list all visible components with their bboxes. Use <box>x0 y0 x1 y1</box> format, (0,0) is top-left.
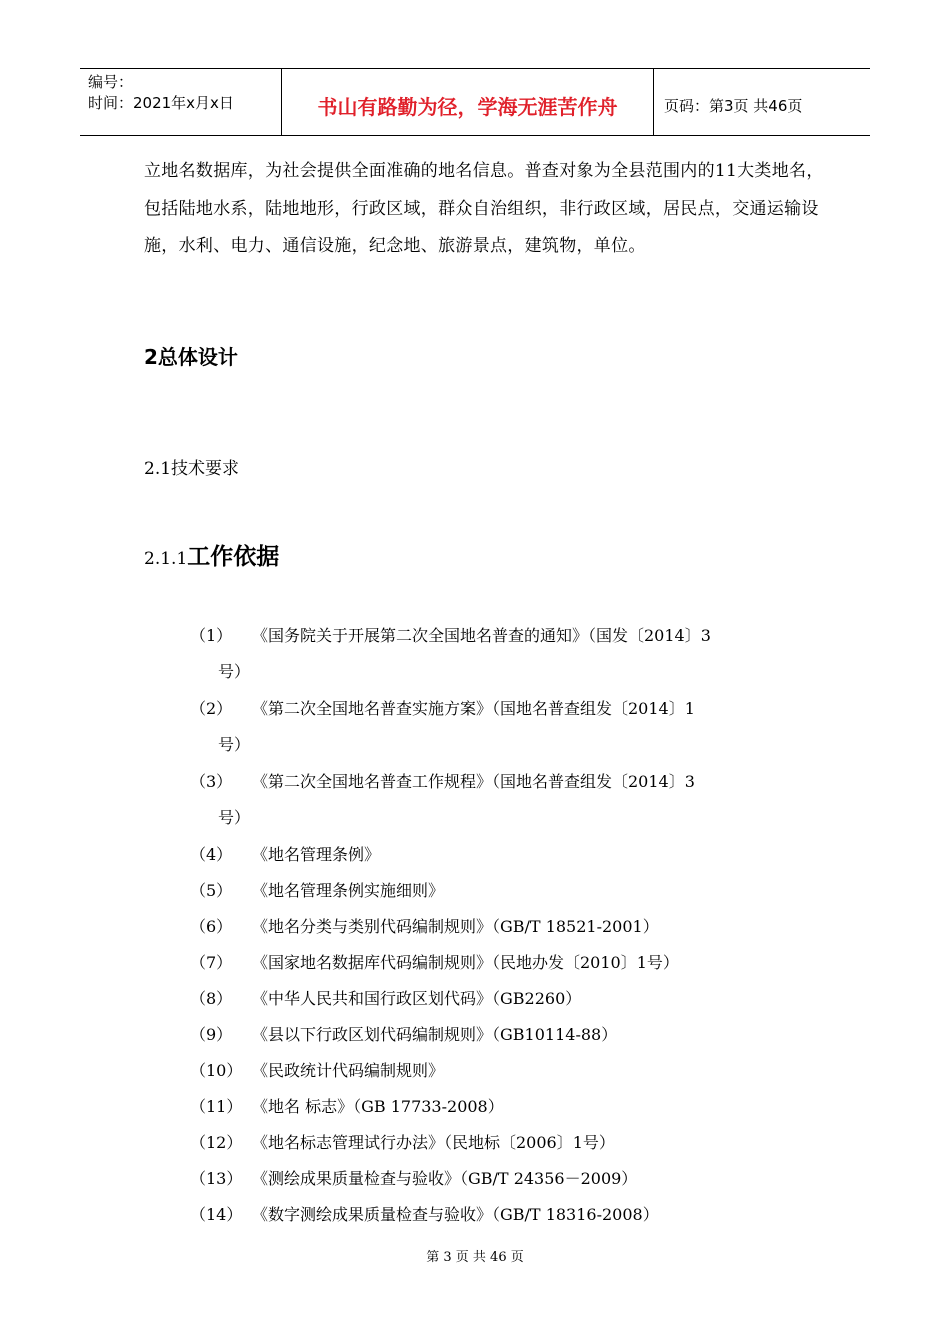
reference-text: 《地名 标志》（GB 17733-2008） <box>252 1097 504 1116</box>
reference-number: （9） <box>190 1025 233 1044</box>
reference-text: 《国家地名数据库代码编制规则》（民地办发〔2010〕1号） <box>252 953 679 972</box>
page-header <box>80 68 870 136</box>
header-page-info: 页码：第3页 共46页 <box>664 96 803 115</box>
subsubsection-heading <box>144 538 279 571</box>
header-motto: 书山有路勤为径，学海无涯苦作舟 <box>282 69 654 135</box>
reference-text-continued: 号） <box>218 735 251 754</box>
reference-number: （8） <box>190 989 233 1008</box>
header-meta <box>80 69 282 135</box>
reference-text: 《地名标志管理试行办法》（民地标〔2006〕1号） <box>252 1133 615 1152</box>
reference-number: （10） <box>190 1061 243 1080</box>
reference-item <box>190 1197 820 1233</box>
reference-number: （4） <box>190 845 233 864</box>
number-label: 编号： <box>88 73 134 91</box>
reference-number: （13） <box>190 1169 243 1188</box>
reference-text-continued: 号） <box>218 662 251 681</box>
reference-item <box>190 1161 820 1197</box>
reference-text: 《地名管理条例实施细则》 <box>252 881 445 900</box>
reference-item <box>190 1053 820 1089</box>
subsubsection-title: 工作依据 <box>187 544 280 570</box>
reference-item <box>190 945 820 981</box>
reference-text: 《国务院关于开展第二次全国地名普查的通知》（国发〔2014〕3 <box>252 626 711 645</box>
reference-item <box>190 1125 820 1161</box>
reference-text: 《民政统计代码编制规则》 <box>252 1061 445 1080</box>
reference-text: 《地名管理条例》 <box>252 845 381 864</box>
reference-text: 《中华人民共和国行政区划代码》（GB2260） <box>252 989 582 1008</box>
reference-number: （14） <box>190 1205 243 1224</box>
reference-number: （12） <box>190 1133 243 1152</box>
section-heading: 2总体设计 <box>144 345 238 369</box>
reference-text: 《第二次全国地名普查工作规程》（国地名普查组发〔2014〕3 <box>252 772 695 791</box>
reference-text: 《数字测绘成果质量检查与验收》（GB/T 18316-2008） <box>252 1205 659 1224</box>
reference-number: （3） <box>190 772 233 791</box>
reference-text: 《地名分类与类别代码编制规则》（GB/T 18521-2001） <box>252 917 659 936</box>
reference-text: 《县以下行政区划代码编制规则》（GB10114-88） <box>252 1025 618 1044</box>
reference-number: （7） <box>190 953 233 972</box>
subsection-heading: 2.1技术要求 <box>144 459 240 479</box>
reference-number: （6） <box>190 917 233 936</box>
reference-item <box>190 764 820 836</box>
reference-text-continued: 号） <box>218 808 251 827</box>
reference-item <box>190 837 820 873</box>
reference-item <box>190 1017 820 1053</box>
intro-paragraph: 立地名数据库，为社会提供全面准确的地名信息。普查对象为全县范围内的11大类地名，包括陆地水系，陆地地形，行政区域，群众自治组织，非行政区域，居民点，交通运输设施，水利、电力、通信设施，纪念地、旅游景点，建筑物，单位。 <box>144 161 824 256</box>
reference-item <box>190 909 820 945</box>
reference-item <box>190 691 820 763</box>
reference-number: （11） <box>190 1097 243 1116</box>
reference-item <box>190 1089 820 1125</box>
reference-text: 《测绘成果质量检查与验收》（GB/T 24356－2009） <box>252 1169 638 1188</box>
subsubsection-number: 2.1.1 <box>144 549 188 569</box>
reference-item <box>190 981 820 1017</box>
reference-text: 《第二次全国地名普查实施方案》（国地名普查组发〔2014〕1 <box>252 699 695 718</box>
reference-item <box>190 873 820 909</box>
reference-number: （2） <box>190 699 233 718</box>
reference-number: （1） <box>190 626 233 645</box>
page-footer: 第 3 页 共 46 页 <box>426 1250 524 1265</box>
time-label: 时间：2021年x月x日 <box>88 94 234 112</box>
reference-item <box>190 618 820 690</box>
reference-number: （5） <box>190 881 233 900</box>
